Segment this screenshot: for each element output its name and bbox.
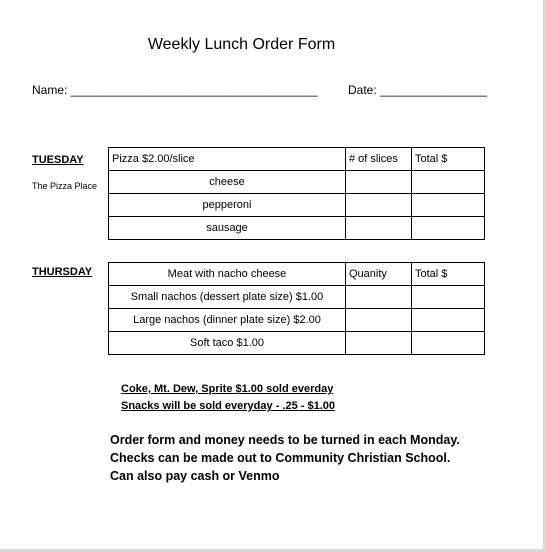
snacks-note: Snacks will be sold everyday - .25 - $1.00	[121, 400, 336, 412]
table-row	[109, 309, 485, 332]
header-total: Total $	[412, 263, 485, 286]
quantity-cell[interactable]	[346, 217, 412, 240]
instructions-line: Can also pay cash or Venmo	[110, 469, 280, 483]
quantity-cell[interactable]	[346, 171, 412, 194]
page-title: Weekly Lunch Order Form	[147, 36, 336, 53]
table-row	[109, 286, 485, 309]
total-cell[interactable]	[412, 171, 485, 194]
table-row	[109, 194, 485, 217]
tuesday-label: TUESDAY	[32, 154, 84, 166]
table-header-row	[109, 263, 485, 286]
name-field[interactable]	[32, 83, 318, 97]
quantity-cell[interactable]	[346, 286, 412, 309]
tuesday-order-table	[108, 147, 485, 240]
quantity-cell[interactable]	[346, 332, 412, 355]
table-row	[109, 332, 485, 355]
item-name: sausage	[109, 217, 346, 240]
total-cell[interactable]	[412, 217, 485, 240]
total-cell[interactable]	[412, 286, 485, 309]
vendor-name: The Pizza Place	[32, 181, 98, 191]
table-header-row	[109, 148, 485, 171]
drinks-note: Coke, Mt. Dew, Sprite $1.00 sold everday	[121, 383, 334, 395]
date-line[interactable]: ________________	[380, 83, 487, 97]
item-name: cheese	[109, 171, 346, 194]
total-cell[interactable]	[412, 309, 485, 332]
thursday-order-table	[108, 262, 485, 355]
header-quantity: # of slices	[346, 148, 412, 171]
item-name: Soft taco $1.00	[109, 332, 346, 355]
table-row	[109, 217, 485, 240]
header-item: Meat with nacho cheese	[109, 263, 346, 286]
table-row	[109, 171, 485, 194]
item-name: Small nachos (dessert plate size) $1.00	[109, 286, 346, 309]
date-label: Date:	[348, 83, 377, 97]
item-name: Large nachos (dinner plate size) $2.00	[109, 309, 346, 332]
date-field[interactable]	[348, 83, 487, 97]
header-item: Pizza $2.00/slice	[109, 148, 346, 171]
quantity-cell[interactable]	[346, 309, 412, 332]
instructions-line: Checks can be made out to Community Christian School.	[110, 451, 451, 465]
header-total: Total $	[412, 148, 485, 171]
item-name: pepperoni	[109, 194, 346, 217]
instructions-line: Order form and money needs to be turned in each Monday.	[110, 433, 460, 447]
name-label: Name:	[32, 83, 68, 97]
header-quantity: Quanity	[346, 263, 412, 286]
total-cell[interactable]	[412, 194, 485, 217]
total-cell[interactable]	[412, 332, 485, 355]
name-line[interactable]: _____________________________________	[70, 83, 318, 97]
thursday-label: THURSDAY	[32, 266, 93, 278]
quantity-cell[interactable]	[346, 194, 412, 217]
